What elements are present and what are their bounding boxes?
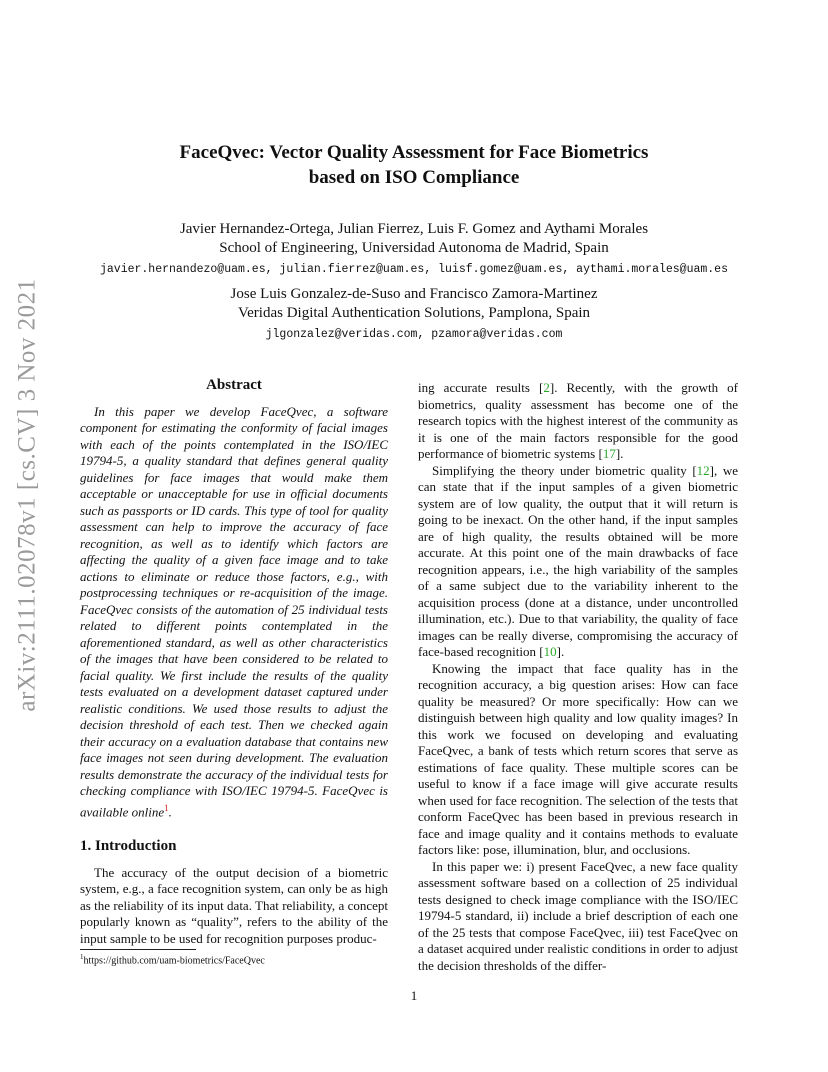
footnote-number: 1: [80, 953, 84, 961]
author-block-veridas: [40, 285, 788, 344]
citation-link[interactable]: 17: [602, 446, 616, 461]
footnote-divider: [80, 949, 196, 950]
paragraph-face-quality: Knowing the impact that face quality has in the recognition accuracy, a big question arises: How can face quality be measured? Or more specifically: How can we distinguish between high quality and low quality images? In this work we focused on developing and evaluating FaceQvec, a bank of tests which return scores that serve as estimations of face quality. These multiple scores can be useful to know if a face image will give accurate results when used for face recognition. The selection of the tests that conform FaceQvec has been based in previous research in face and image quality and it contains methods to evaluate factors like: pose, illumination, blur, and occlusions.: [418, 660, 738, 857]
left-column: [80, 377, 388, 947]
paragraph-contributions: In this paper we: i) present FaceQvec, a new face quality assessment software based on a collection of 25 individual tests designed to check image compliance with the ISO/IEC 19794-5 standard, ii) include a brief description of each one of the 25 tests that compose FaceQvec, iii) test FaceQvec on a dataset acquired under realistic conditions in order to adjust the decision thresholds of the differ-: [418, 858, 738, 973]
author-emails: javier.hernandezo@uam.es, julian.fierrez@uam.es, luisf.gomez@uam.es, aythami.morales@uam.es: [99, 263, 728, 276]
abstract-body-text: In this paper we develop FaceQvec, a software component for estimating the conformity of facial images with each of the points contemplated in the ISO/IEC 19794-5, a quality standard that defines general quality guidelines for face images that would make them acceptable or unacceptable for use in official documents such as passports or ID cards. This type of tool for quality assessment can help to improve the accuracy of face recognition, as well as to identify which factors are affecting the quality of a given face image and to take actions to eliminate or reduce those factors, e.g., with postprocessing techniques or re-acquisition of the image. FaceQvec consists of the automation of 25 individual tests related to different points contemplated in the aforementioned standard, as well as other characteristics of the images that have been considered to be related to facial quality. We first include the results of the quality tests evaluated on a development dataset captured under realistic conditions. We used those results to adjust the decision threshold of each test. Then we checked again their accuracy on a evaluation database that contains new face images not seen during development. The evaluation results demonstrate the accuracy of the individual tests for checking compliance with ISO/IEC 19794-5. FaceQvec is available online: [80, 403, 388, 819]
paragraph-continued: [418, 380, 738, 463]
introduction-paragraph-1: The accuracy of the output decision of a biometric system, e.g., a face recognition system, can only be as high as the reliability of its input data. That reliability, a concept popularly known as “quality”, refers to the ability of the input sample to be used for recognition purposes produc-: [80, 864, 388, 946]
paper-title-line-1: FaceQvec: Vector Quality Assessment for Face Biometrics: [179, 142, 649, 163]
page-number: 1: [410, 988, 418, 1003]
footnote-marker: 1: [164, 802, 169, 813]
citation-link[interactable]: 12: [696, 462, 710, 478]
text-segment: ].: [556, 644, 565, 659]
abstract-text: [80, 404, 388, 821]
author-emails: jlgonzalez@veridas.com, pzamora@veridas.com: [265, 328, 563, 341]
text-segment: Simplifying the theory under biometric quality [: [432, 462, 697, 478]
arxiv-identifier-text: arXiv:2111.02078v1 [cs.CV] 3 Nov 2021: [14, 278, 41, 712]
author-block-uam: [40, 220, 788, 279]
text-segment: ], we can state that if the input samples of a given biometric system are of low quality, the output that it will return is going to be inexact. On the other hand, if the input samples are of high quality, the results obtained will be more accurate. At this point one of the main drawbacks of face recognition appears, i.e., the high variability of the samples of a same subject due to the variability inherent to the acquisition process (done at a distance, under uncontrolled illumination, etc.). Due to that variability, the quality of face images can be really diverse, compromising the accuracy of face-based recognition [: [418, 462, 738, 659]
text-segment: ].: [615, 446, 624, 461]
right-column: [418, 380, 738, 974]
text-segment: ing accurate results [: [418, 380, 544, 395]
text-segment: ]. Recently, with the growth of biometrics, quality assessment has become one of the research topics with the highest interest of the community as it is one of the main factors responsible for the good performance of biometric systems [: [418, 380, 738, 461]
section-heading-introduction: 1. Introduction: [80, 838, 177, 855]
author-affiliation: School of Engineering, Universidad Autonoma de Madrid, Spain: [219, 240, 609, 256]
abstract-end: .: [168, 803, 172, 819]
paper-title: [80, 140, 748, 190]
author-names: Jose Luis Gonzalez-de-Suso and Francisco Zamora-Martinez: [230, 286, 598, 302]
paper-title-line-2: based on ISO Compliance: [308, 167, 520, 188]
footnote: [80, 953, 265, 966]
paragraph-biometric-quality: [418, 463, 738, 661]
citation-link[interactable]: 2: [543, 380, 550, 395]
author-affiliation: Veridas Digital Authentication Solutions, Pamplona, Spain: [237, 305, 591, 321]
citation-link[interactable]: 10: [543, 644, 557, 659]
abstract-heading: Abstract: [206, 377, 262, 393]
author-names: Javier Hernandez-Ortega, Julian Fierrez, Luis F. Gomez and Aythami Morales: [179, 221, 649, 237]
footnote-url[interactable]: https://github.com/uam-biometrics/FaceQvec: [83, 955, 265, 967]
